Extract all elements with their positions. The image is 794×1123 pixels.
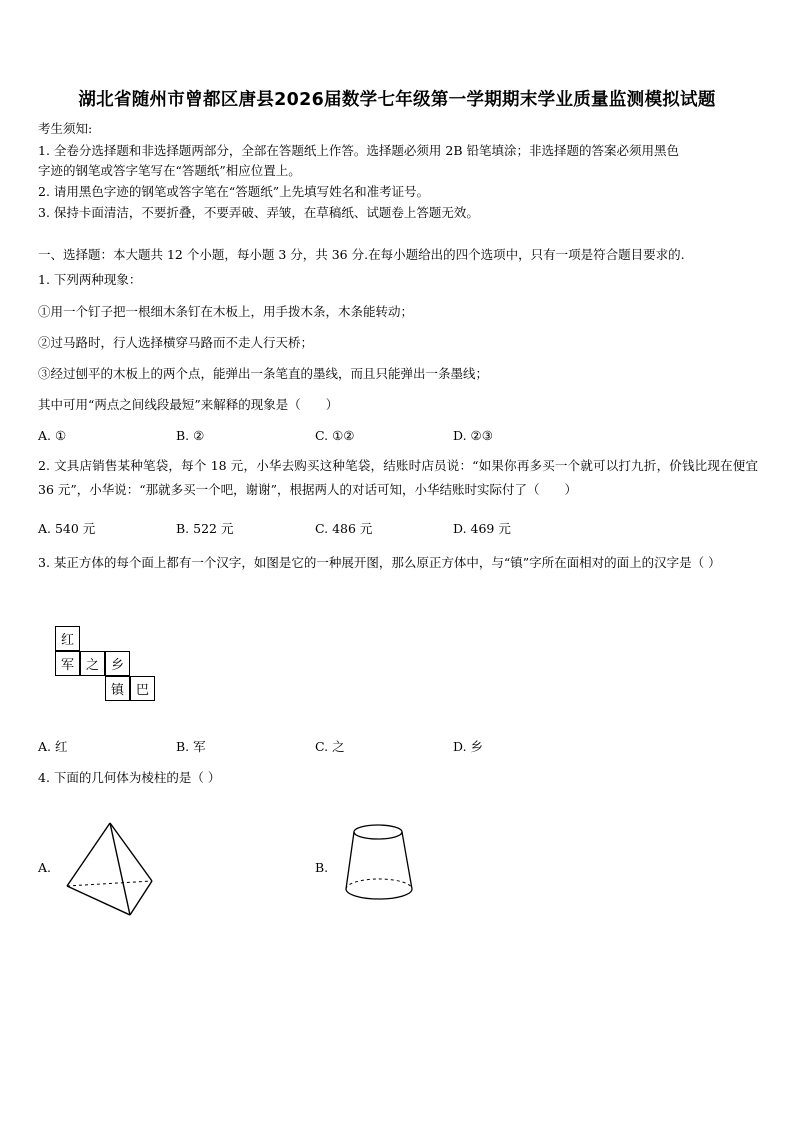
net-cell: 之 (80, 651, 105, 676)
notice-item-2: 2. 请用黑色字迹的钢笔或答字笔在“答题纸”上先填写姓名和准考证号。 (38, 184, 430, 199)
pyramid-figure (60, 820, 160, 920)
net-cell: 镇 (105, 676, 130, 701)
notice-item-1: 1. 全卷分选择题和非选择题两部分，全部在答题纸上作答。选择题必须用 2B 铅笔填涂；非选择题的答案必须用黑色 (38, 143, 679, 158)
frustum-figure (340, 822, 420, 908)
q2-option-d: D. 469 元 (453, 521, 511, 536)
q2-stem: 2. 文具店销售某种笔袋，每个 18 元，小华去购买这种笔袋，结账时店员说：“如果你再多买一个就可以打九折，价钱比现在便宜 36 元”，小华说：“那就多买一个吧，谢谢”，根据两人的对话可知，小华结账时实际付了（ ） (38, 458, 758, 497)
q3-option-c: C. 之 (315, 739, 345, 754)
net-cell: 军 (55, 651, 80, 676)
net-cell: 红 (55, 626, 80, 651)
q4-stem: 4. 下面的几何体为棱柱的是（ ） (38, 770, 221, 785)
q4-option-a: A. (38, 860, 52, 875)
q1-question: 其中可用“两点之间线段最短”来解释的现象是（ ） (38, 397, 339, 412)
q1-option-b: B. ② (176, 428, 205, 443)
notice-heading: 考生须知: (38, 121, 93, 136)
q3-stem: 3. 某正方体的每个面上都有一个汉字，如图是它的一种展开图，那么原正方体中，与“镇”字所在面相对的面上的汉字是（ ） (38, 555, 721, 570)
q3-option-b: B. 军 (176, 739, 206, 754)
net-cell: 巴 (130, 676, 155, 701)
q1-option-c: C. ①② (315, 428, 355, 443)
q4-option-b: B. (315, 860, 329, 875)
page-title: 湖北省随州市曾都区唐县2026届数学七年级第一学期期末学业质量监测模拟试题 (78, 90, 716, 110)
net-cell: 乡 (105, 651, 130, 676)
notice-item-1-cont: 字迹的钢笔或答字笔写在“答题纸”相应位置上。 (38, 163, 301, 178)
q3-option-d: D. 乡 (453, 739, 484, 754)
q2-option-b: B. 522 元 (176, 521, 234, 536)
q1-statement-3: ③经过刨平的木板上的两个点，能弹出一条笔直的墨线，而且只能弹出一条墨线； (38, 366, 489, 381)
q1-stem: 1. 下列两种现象： (38, 272, 142, 287)
q1-statement-1: ①用一个钉子把一根细木条钉在木板上，用手拨木条，木条能转动； (38, 304, 414, 319)
q1-option-d: D. ②③ (453, 428, 493, 443)
q2-option-a: A. 540 元 (38, 521, 96, 536)
q2-option-c: C. 486 元 (315, 521, 373, 536)
section-heading: 一、选择题：本大题共 12 个小题，每小题 3 分，共 36 分.在每小题给出的四个选项中，只有一项是符合题目要求的. (38, 247, 685, 262)
q1-statement-2: ②过马路时，行人选择横穿马路而不走人行天桥； (38, 335, 314, 350)
q3-option-a: A. 红 (38, 739, 68, 754)
notice-item-3: 3. 保持卡面清洁，不要折叠，不要弄破、弄皱，在草稿纸、试题卷上答题无效。 (38, 205, 479, 220)
q1-option-a: A. ① (38, 428, 67, 443)
